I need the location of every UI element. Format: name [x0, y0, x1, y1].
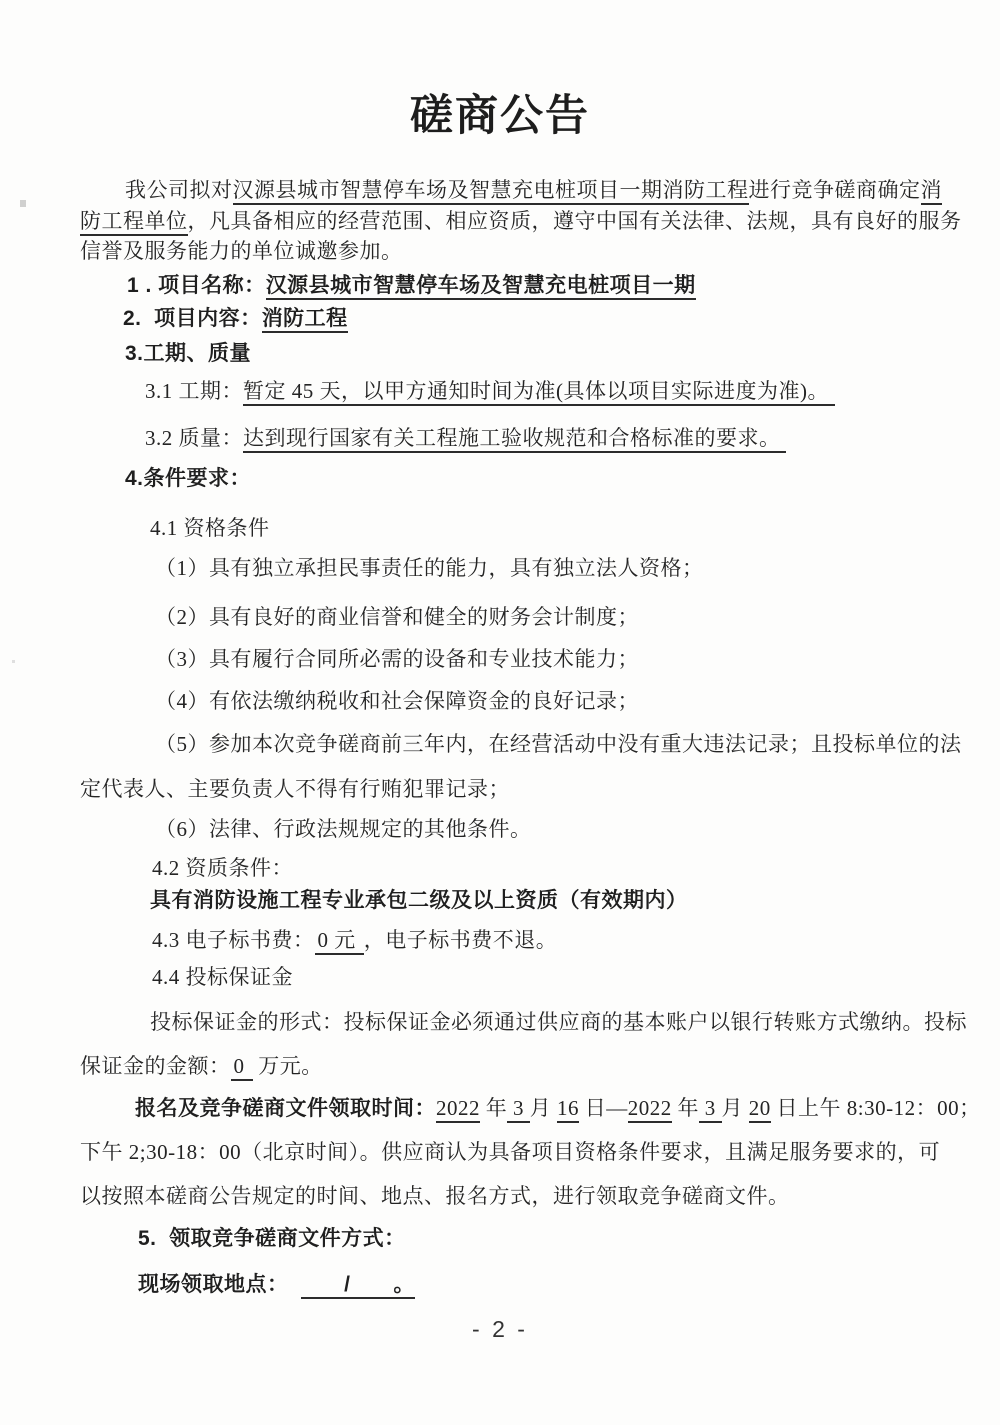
item-value-underlined: 汉源县城市智慧停车场及智慧充电桩项目一期: [266, 274, 696, 300]
date-text: 月: [721, 1096, 749, 1120]
condition-text: （3）具有履行合同所必需的设备和专业技术能力；: [155, 647, 639, 671]
item-4-2-heading: [152, 854, 293, 883]
signup-text: 以按照本磋商公告规定的时间、地点、报名方式，进行领取竞争磋商文件。: [80, 1184, 790, 1208]
signup-label: 报名及竞争磋商文件领取时间：: [135, 1097, 436, 1120]
deposit-line-2: [80, 1052, 323, 1081]
condition-4: [155, 687, 639, 716]
condition-3: [155, 645, 639, 674]
condition-1: [155, 554, 704, 583]
month-underlined: 3: [507, 1096, 530, 1123]
deposit-text: 保证金的金额：: [80, 1054, 231, 1078]
scan-artifact: [20, 200, 26, 207]
condition-text: （6）法律、行政法规规定的其他条件。: [155, 817, 532, 841]
intro-text: ，凡具备相应的经营范围、相应资质，遵守中国有关法律、法规，具有良好的服务: [187, 209, 962, 233]
month-underlined: 3: [699, 1096, 722, 1123]
intro-text: 我公司拟对: [125, 178, 233, 202]
item-1-project-name: [127, 271, 696, 300]
signup-time-line-2: [80, 1138, 940, 1167]
item-2-project-content: [123, 304, 348, 333]
item-value-underlined: 达到现行国家有关工程施工验收规范和合格标准的要求。: [243, 426, 786, 453]
item-label: 3.1 工期：: [145, 379, 243, 403]
deposit-text: 投标保证金的形式：投标保证金必须通过供应商的基本账户以银行转账方式缴纳。投标: [150, 1010, 967, 1034]
item-3-1-duration: [145, 377, 835, 406]
condition-6: [155, 815, 532, 844]
deposit-text: 万元。: [252, 1054, 323, 1078]
signup-time-line-3: [80, 1182, 790, 1211]
day-underlined: 20: [749, 1096, 771, 1123]
item-label: 3.2 质量：: [145, 426, 243, 450]
signup-text: 下午 2;30-18：00（北京时间）。供应商认为具备项目资格条件要求，且满足服务要求的，可: [80, 1140, 941, 1164]
fee-note: ，电子标书费不退。: [363, 928, 558, 952]
item-label: 2. 项目内容：: [123, 307, 262, 330]
date-text: 日上午 8:30-12：00；: [770, 1096, 981, 1120]
item-3-2-quality: [145, 424, 786, 453]
deposit-line-1: [150, 1008, 967, 1037]
date-text: 年: [480, 1096, 508, 1120]
page-number: - 2 -: [472, 1316, 528, 1342]
signup-time-line-1: [135, 1094, 981, 1123]
date-text: 日—: [579, 1096, 628, 1120]
intro-line-1: [125, 176, 942, 205]
condition-5-line-2: [80, 775, 510, 804]
item-5-heading: [138, 1224, 406, 1253]
page-title: 磋商公告: [410, 93, 590, 140]
pickup-location-line: [138, 1270, 415, 1299]
deposit-amount-underlined: 0: [231, 1054, 253, 1081]
item-4-heading: [125, 464, 251, 493]
item-3-heading: [125, 339, 251, 368]
item-label: 4.4 投标保证金: [152, 965, 293, 989]
condition-2: [155, 603, 639, 632]
condition-text: 定代表人、主要负责人不得有行贿犯罪记录；: [80, 777, 510, 801]
condition-text: （4）有依法缴纳税收和社会保障资金的良好记录；: [155, 689, 639, 713]
intro-line-2: [80, 207, 962, 236]
year-underlined: 2022: [436, 1096, 480, 1123]
intro-line-3: [80, 237, 403, 266]
year-underlined: 2022: [628, 1096, 672, 1123]
underlined-text: 消: [921, 178, 943, 205]
item-value-underlined: 消防工程: [262, 307, 348, 333]
condition-5-line-1: [155, 730, 962, 759]
item-label: 3.工期、质量: [125, 342, 252, 365]
condition-text: （1）具有独立承担民事责任的能力，具有独立法人资格；: [155, 556, 704, 580]
qualification-text: 具有消防设施工程专业承包二级及以上资质（有效期内）: [150, 889, 688, 912]
item-value-underlined: 暂定 45 天，以甲方通知时间为准(具体以项目实际进度为准)。: [243, 379, 835, 406]
pickup-location-blank-underlined: / 。: [301, 1273, 415, 1299]
item-4-2-value: [150, 886, 688, 915]
day-underlined: 16: [557, 1096, 579, 1123]
condition-text: （5）参加本次竞争磋商前三年内，在经营活动中没有重大违法记录；且投标单位的法: [155, 732, 962, 756]
item-label: 4.1 资格条件: [150, 516, 270, 540]
fee-value-underlined: 0 元: [315, 928, 364, 955]
project-name-underlined: 汉源县城市智慧停车场及智慧充电桩项目一期消防工程: [233, 178, 749, 205]
intro-text: 进行竞争磋商确定: [748, 178, 921, 202]
item-label: 4.条件要求：: [125, 467, 252, 490]
condition-text: （2）具有良好的商业信誉和健全的财务会计制度；: [155, 605, 639, 629]
item-label: 5. 领取竞争磋商文件方式：: [138, 1227, 406, 1250]
item-label: 现场领取地点：: [138, 1273, 302, 1296]
item-4-1-heading: [150, 514, 270, 543]
scan-artifact: [12, 660, 15, 663]
item-4-3-fee: [152, 926, 557, 955]
item-label: 4.3 电子标书费：: [152, 928, 315, 952]
item-4-4-heading: [152, 963, 293, 992]
item-label: 1 . 项目名称：: [127, 274, 266, 297]
underlined-text: 防工程单位: [80, 209, 188, 236]
date-text: 年: [671, 1096, 699, 1120]
date-text: 月: [529, 1096, 557, 1120]
intro-text: 信誉及服务能力的单位诚邀参加。: [80, 239, 403, 263]
item-label: 4.2 资质条件：: [152, 856, 293, 880]
